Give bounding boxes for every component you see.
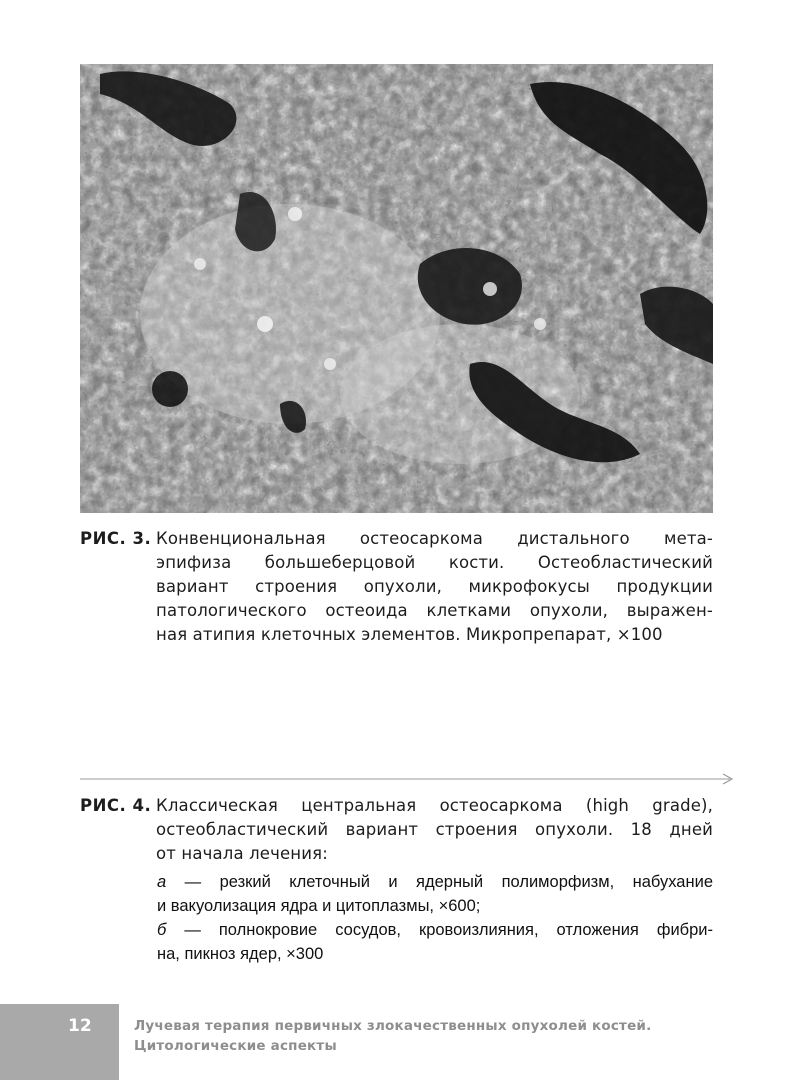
- caption-line: патологического остеоида клетками опухоли, выражен-: [156, 601, 713, 620]
- figure-4-text: [156, 794, 713, 866]
- caption-line: от начала лечения:: [156, 844, 328, 863]
- page-number-text: 12: [68, 1016, 92, 1036]
- running-title-line: Лучевая терапия первичных злокачественных опухолей костей.: [134, 1018, 652, 1034]
- caption-line: Конвенциональная остеосаркома дистального мета-: [156, 529, 713, 548]
- subitem-a-line: и вакуолизация ядра и цитоплазмы, ×600;: [157, 897, 481, 915]
- caption-line: эпифиза большеберцовой кости. Остеобластический: [156, 553, 713, 572]
- caption-line: ная атипия клеточных элементов. Микропрепарат, ×100: [156, 625, 663, 644]
- subitem-letter: б: [157, 921, 167, 939]
- caption-line: Классическая центральная остеосаркома (high grade),: [156, 796, 713, 815]
- subitem-b-line: на, пикноз ядер, ×300: [157, 945, 324, 963]
- figure-4-subitems: [157, 870, 713, 966]
- running-title: [134, 1016, 734, 1056]
- subitem-text: — резкий клеточный и ядерный полиморфизм, набухание: [184, 873, 713, 891]
- running-title-line: Цитологические аспекты: [134, 1038, 337, 1054]
- subitem-text: — полнокровие сосудов, кровоизлияния, отложения фибри-: [184, 921, 713, 939]
- figure-4-label: РИС. 4.: [80, 796, 152, 815]
- caption-line: остеобластический вариант строения опухоли. 18 дней: [156, 820, 713, 839]
- figure-3-text: [156, 527, 713, 647]
- page-number-box: [0, 1004, 119, 1080]
- subitem-b-line: [157, 918, 713, 942]
- continuation-arrow-divider: [80, 772, 736, 786]
- figure-3-label: РИС. 3.: [80, 529, 152, 548]
- subitem-letter: а: [157, 873, 167, 891]
- micrograph-image: [80, 64, 713, 513]
- caption-line: вариант строения опухоли, микрофокусы продукции: [156, 577, 713, 596]
- micrograph-figure-3: [80, 64, 713, 513]
- subitem-a-line: [157, 870, 713, 894]
